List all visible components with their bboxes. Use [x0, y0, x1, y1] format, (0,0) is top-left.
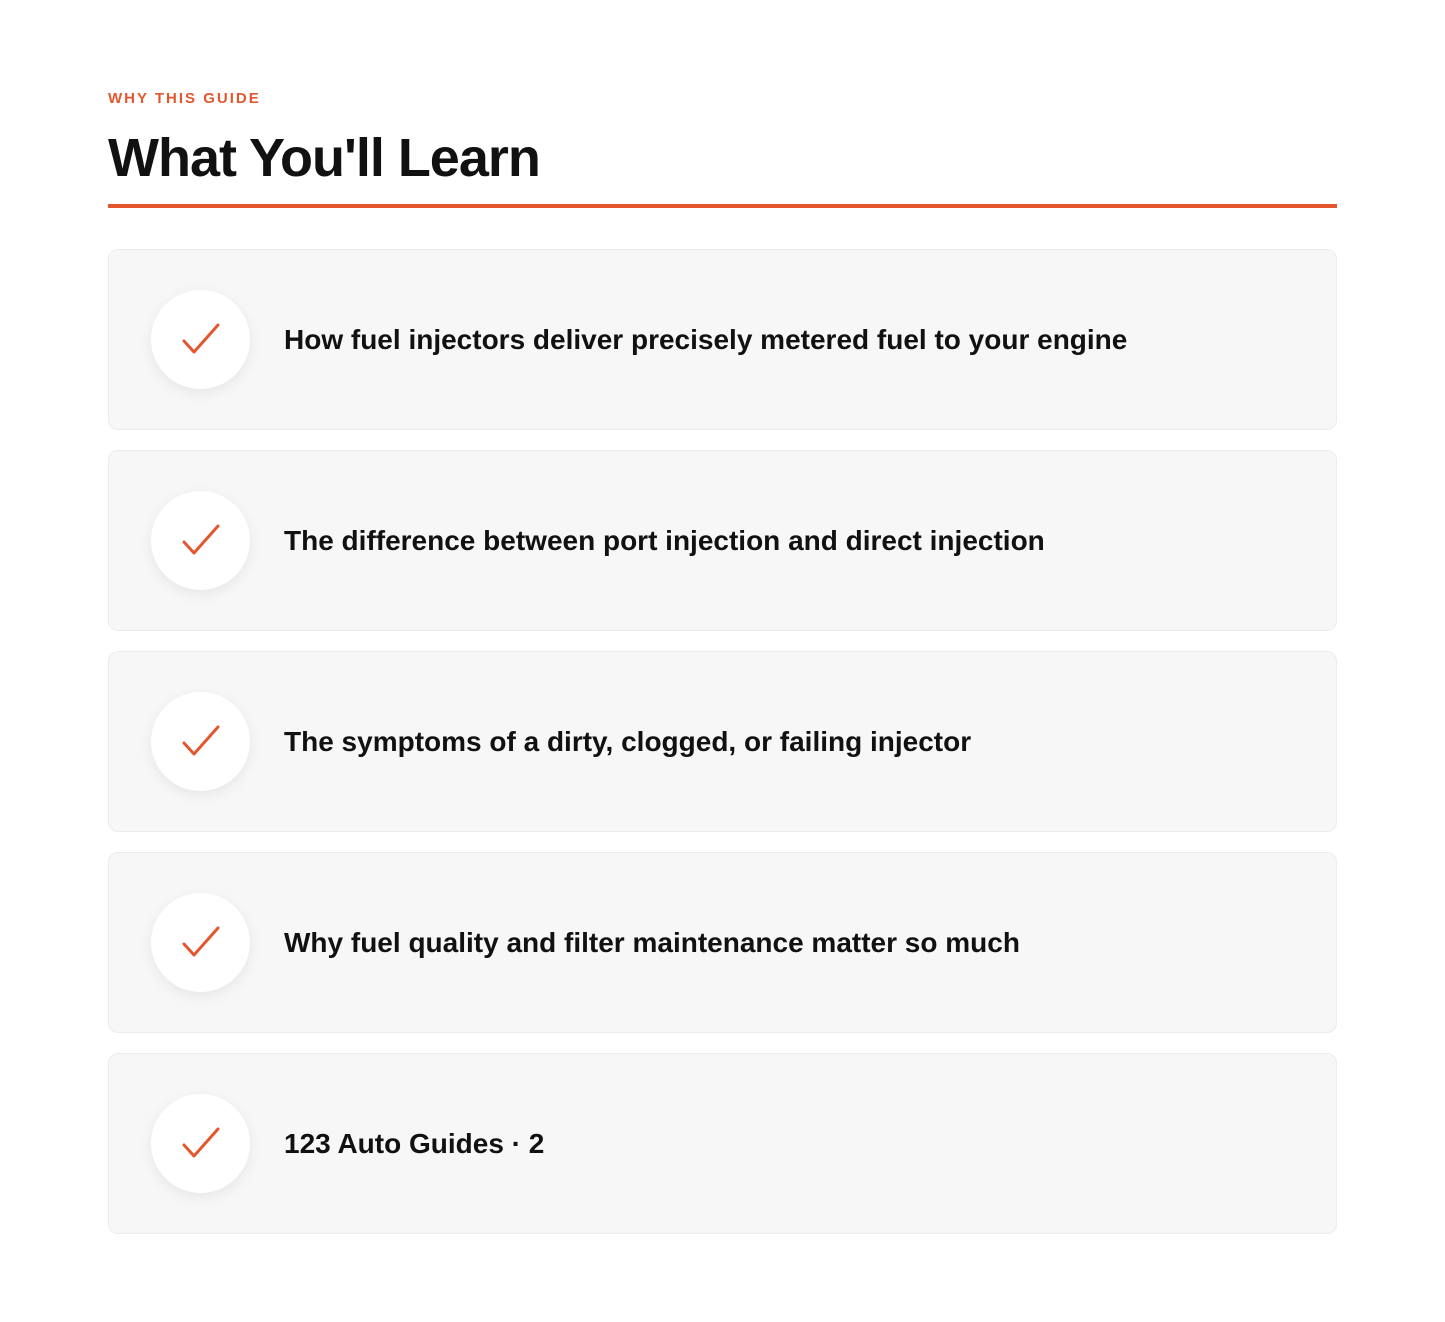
list-item-text: How fuel injectors deliver precisely metered fuel to your engine [284, 323, 1128, 355]
checkmark-badge [151, 893, 250, 992]
list-item-text: The difference between port injection and direct injection [284, 524, 1045, 556]
checkmark-badge [151, 1094, 250, 1193]
title-divider [108, 204, 1337, 208]
list-item-text: The symptoms of a dirty, clogged, or failing injector [284, 725, 972, 757]
section-eyebrow: WHY THIS GUIDE [108, 90, 261, 107]
checkmark-badge [151, 692, 250, 791]
checkmark-badge [151, 290, 250, 389]
list-item [108, 1053, 1337, 1234]
list-item-text: 123 Auto Guides · 2 [284, 1127, 545, 1159]
list-item [108, 450, 1337, 631]
list-item [108, 651, 1337, 832]
list-item [108, 249, 1337, 430]
checkmark-icon [182, 524, 220, 557]
checkmark-badge [151, 491, 250, 590]
list-item [108, 852, 1337, 1033]
page-title: What You'll Learn [108, 128, 540, 188]
list-item-text: Why fuel quality and filter maintenance matter so much [284, 926, 1020, 958]
checkmark-icon [182, 1127, 220, 1160]
learning-list [108, 249, 1337, 1254]
checkmark-icon [182, 725, 220, 758]
checkmark-icon [182, 926, 220, 959]
checkmark-icon [182, 323, 220, 356]
